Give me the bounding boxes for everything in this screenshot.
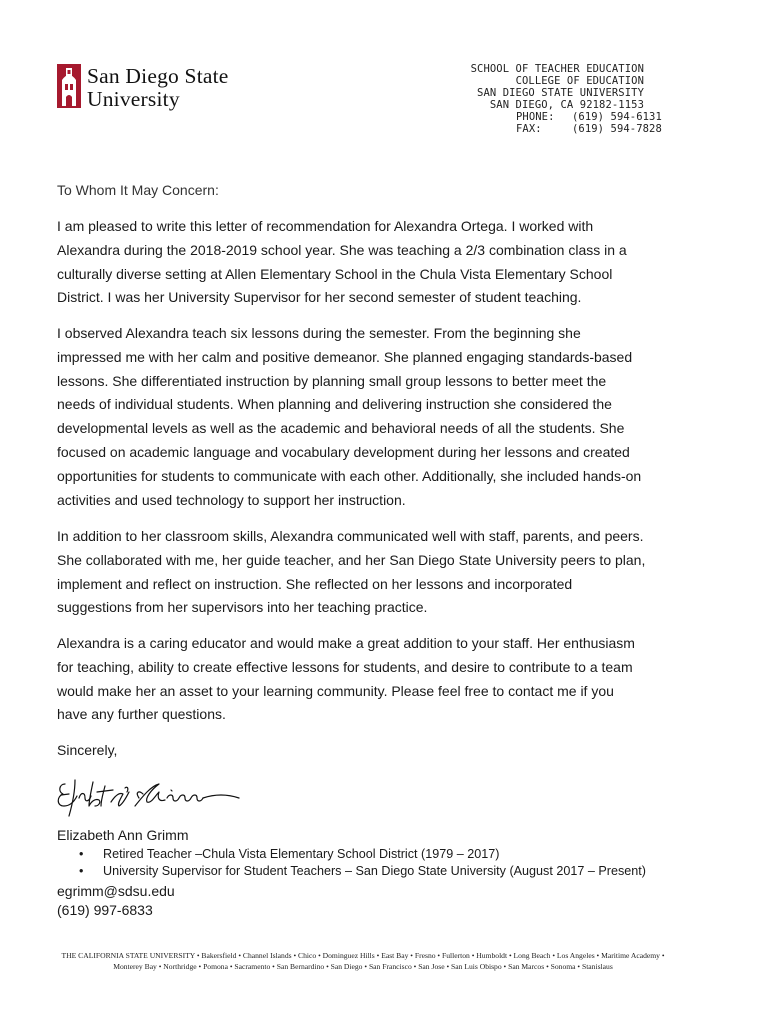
phone-number: (619) 594-6131 — [572, 111, 662, 123]
fax-row — [471, 123, 662, 135]
letter-paragraph-2: I observed Alexandra teach six lessons during the semester. From the beginning she impressed me with her calm and positive demeanor. She planned engaging standards-based lessons. She differentiated instruction by planning small group lessons to better meet the needs of individual students. When planning and delivering instruction she considered the developmental levels as well as the academic and behavioral needs of all the students. She focused on academic language and vocabulary development during her lessons and created opportunities for students to communicate with each other. Additionally, she included hands-on activities and used technology to support her instruction. — [57, 325, 642, 508]
letter-paragraph-3: In addition to her classroom skills, Alexandra communicated well with staff, parents, and peers. She collaborated with me, her guide teacher, and her San Diego State University peers to plan, implement and reflect on instruction. She reflected on her lessons and incorporated suggestions from her supervisors into her teaching practice. — [57, 528, 646, 616]
list-item — [57, 863, 646, 880]
letter-greeting: To Whom It May Concern: — [57, 182, 219, 198]
letterhead-address — [470, 63, 662, 135]
fax-label: FAX: — [516, 123, 542, 135]
role-text: University Supervisor for Student Teachers – San Diego State University (August 2017 – Present) — [103, 864, 646, 878]
phone-row — [471, 111, 662, 123]
role-text: Retired Teacher –Chula Vista Elementary School District (1979 – 2017) — [103, 847, 500, 861]
sdsu-logo — [57, 64, 287, 110]
bullet-icon: • — [79, 847, 84, 861]
signer-email: egrimm@sdsu.edu — [57, 883, 175, 899]
phone-label: PHONE: — [516, 111, 555, 123]
address-line: SCHOOL OF TEACHER EDUCATION — [470, 63, 644, 75]
signer-contact — [57, 882, 175, 920]
address-line: SAN DIEGO, CA 92182-1153 — [489, 99, 644, 111]
handwritten-signature — [55, 772, 245, 820]
fax-number: (619) 594-7828 — [572, 123, 662, 135]
wordmark-line1: San Diego State — [87, 64, 229, 88]
address-line: SAN DIEGO STATE UNIVERSITY — [477, 87, 644, 99]
list-item — [57, 846, 646, 863]
signer-roles-list — [57, 846, 646, 880]
signer-phone: (619) 997-6833 — [57, 902, 153, 918]
csu-footer: THE CALIFORNIA STATE UNIVERSITY • Bakersfield • Channel Islands • Chico • Dominguez Hills • East Bay • Fresno • Fullerton • Humboldt • Long Beach • Los Angeles • Maritime Academy • Monterey Bay • Northridge • Pomona • Sacramento • San Bernardino • San Diego • San Francisco • San Jose • San Luis Obispo • San Marcos • Sonoma • Stanislaus — [61, 951, 665, 971]
sdsu-wordmark — [87, 65, 229, 111]
sdsu-tower-seal-icon — [57, 64, 81, 108]
letter-paragraph-4: Alexandra is a caring educator and would make a great addition to your staff. Her enthusiasm for teaching, ability to create effective lessons for students, and desire to contribute to a team would make her an asset to your learning community. Please feel free to contact me if you have any further questions. — [57, 635, 635, 723]
letter-closing: Sincerely, — [57, 742, 118, 758]
bullet-icon: • — [79, 864, 84, 878]
signer-name: Elizabeth Ann Grimm — [57, 827, 189, 843]
wordmark-line2: University — [87, 87, 180, 111]
address-line: COLLEGE OF EDUCATION — [515, 75, 644, 87]
letter-paragraph-1: I am pleased to write this letter of recommendation for Alexandra Ortega. I worked with Alexandra during the 2018-2019 school year. She was teaching a 2/3 combination class in a culturally diverse setting at Allen Elementary School in the Chula Vista Elementary School District. I was her University Supervisor for her second semester of student teaching. — [57, 218, 627, 306]
